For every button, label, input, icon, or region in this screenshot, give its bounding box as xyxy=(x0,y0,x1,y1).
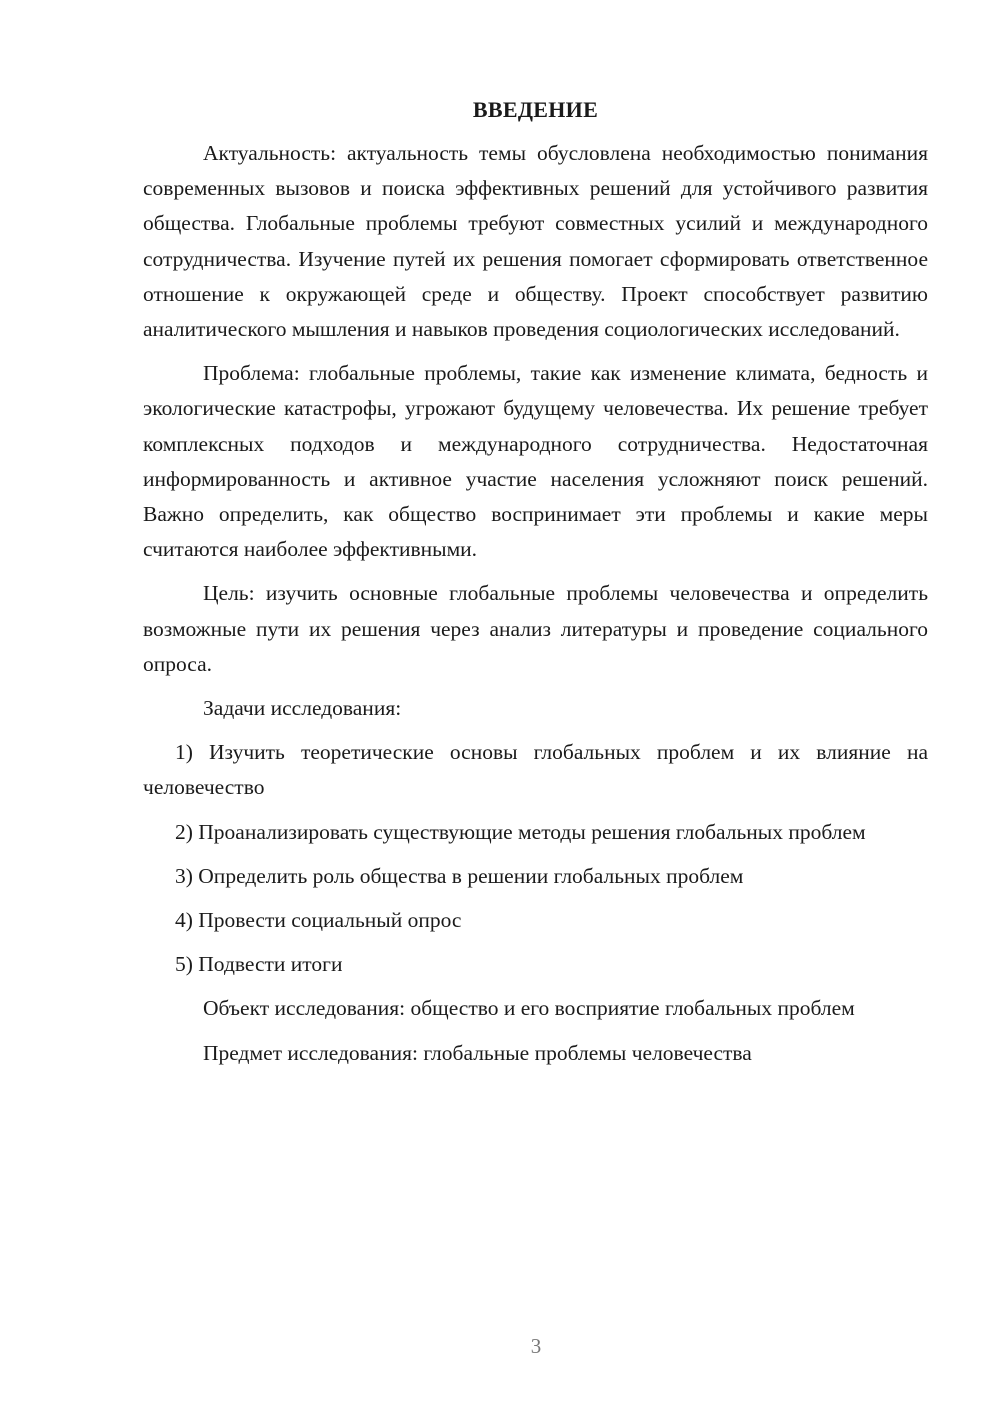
section-heading: ВВЕДЕНИЕ xyxy=(472,97,599,122)
task-item-1: 1) Изучить теоретические основы глобальных проблем и их влияние на человечество xyxy=(143,740,928,800)
document-page xyxy=(143,92,928,1071)
problem-paragraph: Проблема: глобальные проблемы, такие как изменение климата, бедность и экологические катастрофы, угрожают будущему человечества. Их решение требует комплексных подходов и международного сотрудничества. Недостаточная информированность и активное участие населения усложняют поиск решений. Важно определить, как общество воспринимает эти проблемы и какие меры считаются наиболее эффективными. xyxy=(143,361,928,562)
task-item-2: 2) Проанализировать существующие методы решения глобальных проблем xyxy=(175,819,866,844)
goal-paragraph: Цель: изучить основные глобальные проблемы человечества и определить возможные пути их решения через анализ литературы и проведение социального опроса. xyxy=(143,581,928,676)
task-item-5: 5) Подвести итоги xyxy=(175,952,343,977)
tasks-title: Задачи исследования: xyxy=(203,696,402,721)
task-item-3: 3) Определить роль общества в решении глобальных проблем xyxy=(175,863,744,888)
subject-paragraph: Предмет исследования: глобальные проблемы человечества xyxy=(203,1040,752,1065)
task-item-4: 4) Провести социальный опрос xyxy=(175,908,462,933)
relevance-paragraph: Актуальность: актуальность темы обусловлена необходимостью понимания современных вызовов и поиска эффективных решений для устойчивого развития общества. Глобальные проблемы требуют совместных усилий и международного сотрудничества. Изучение путей их решения помогает сформировать ответственное отношение к окружающей среде и обществу. Проект способствует развитию аналитического мышления и навыков проведения социологических исследований. xyxy=(143,141,928,342)
object-paragraph: Объект исследования: общество и его восприятие глобальных проблем xyxy=(203,996,855,1021)
page-number: 3 xyxy=(530,1334,542,1358)
